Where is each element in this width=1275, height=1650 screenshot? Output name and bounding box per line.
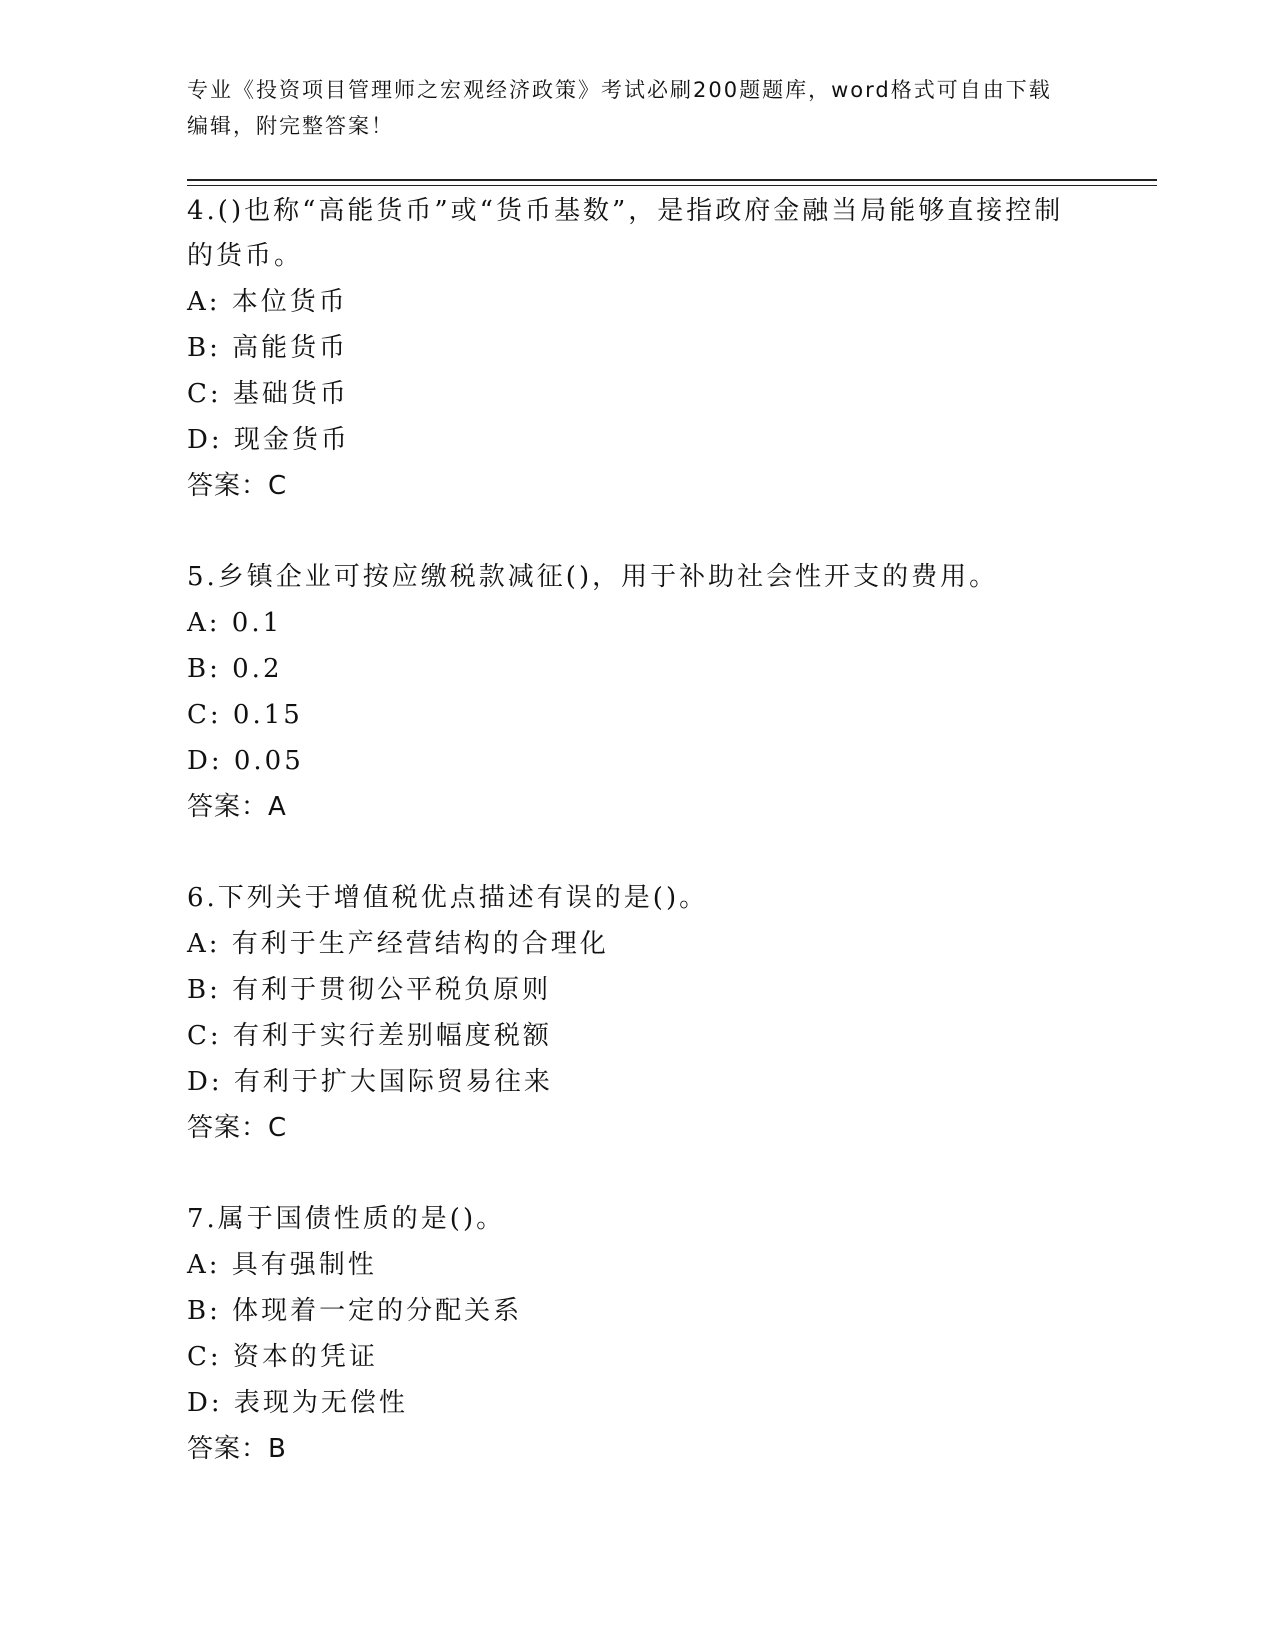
option-d: D: 表现为无偿性 (187, 1388, 408, 1418)
option-d: D: 现金货币 (187, 425, 350, 455)
header-divider-thick (187, 179, 1157, 181)
question-4 (187, 189, 1157, 509)
option-a: A: 0.1 (187, 608, 283, 638)
option-a: A: 本位货币 (187, 287, 348, 317)
question-6 (187, 876, 1157, 1151)
question-text: 4.()也称“高能货币”或“货币基数”，是指政府金融当局能够直接控制的货币。 (187, 196, 1064, 271)
option-d: D: 0.05 (187, 746, 304, 776)
answer: 答案：A (187, 792, 287, 822)
question-text: 5.乡镇企业可按应缴税款减征()，用于补助社会性开支的费用。 (187, 562, 999, 592)
option-b: B: 有利于贯彻公平税负原则 (187, 975, 552, 1005)
option-a: A: 具有强制性 (187, 1250, 377, 1280)
question-7 (187, 1197, 1157, 1472)
question-text: 6.下列关于增值税优点描述有误的是()。 (187, 883, 709, 913)
option-b: B: 0.2 (187, 654, 283, 684)
question-text: 7.属于国债性质的是()。 (187, 1204, 506, 1234)
answer: 答案：C (187, 471, 288, 501)
option-c: C: 0.15 (187, 700, 303, 730)
option-c: C: 基础货币 (187, 379, 349, 409)
answer: 答案：C (187, 1113, 288, 1143)
option-c: C: 资本的凭证 (187, 1342, 378, 1372)
option-b: B: 体现着一定的分配关系 (187, 1296, 523, 1326)
option-d: D: 有利于扩大国际贸易往来 (187, 1067, 553, 1097)
document-header: 专业《投资项目管理师之宏观经济政策》考试必刷200题题库，word格式可自由下载编辑，附完整答案！ (187, 78, 1052, 138)
answer: 答案：B (187, 1434, 287, 1464)
question-5 (187, 555, 1157, 830)
option-a: A: 有利于生产经营结构的合理化 (187, 929, 609, 959)
question-list (187, 189, 1157, 1518)
option-c: C: 有利于实行差别幅度税额 (187, 1021, 552, 1051)
header-divider-thin (187, 185, 1157, 186)
option-b: B: 高能货币 (187, 333, 349, 363)
